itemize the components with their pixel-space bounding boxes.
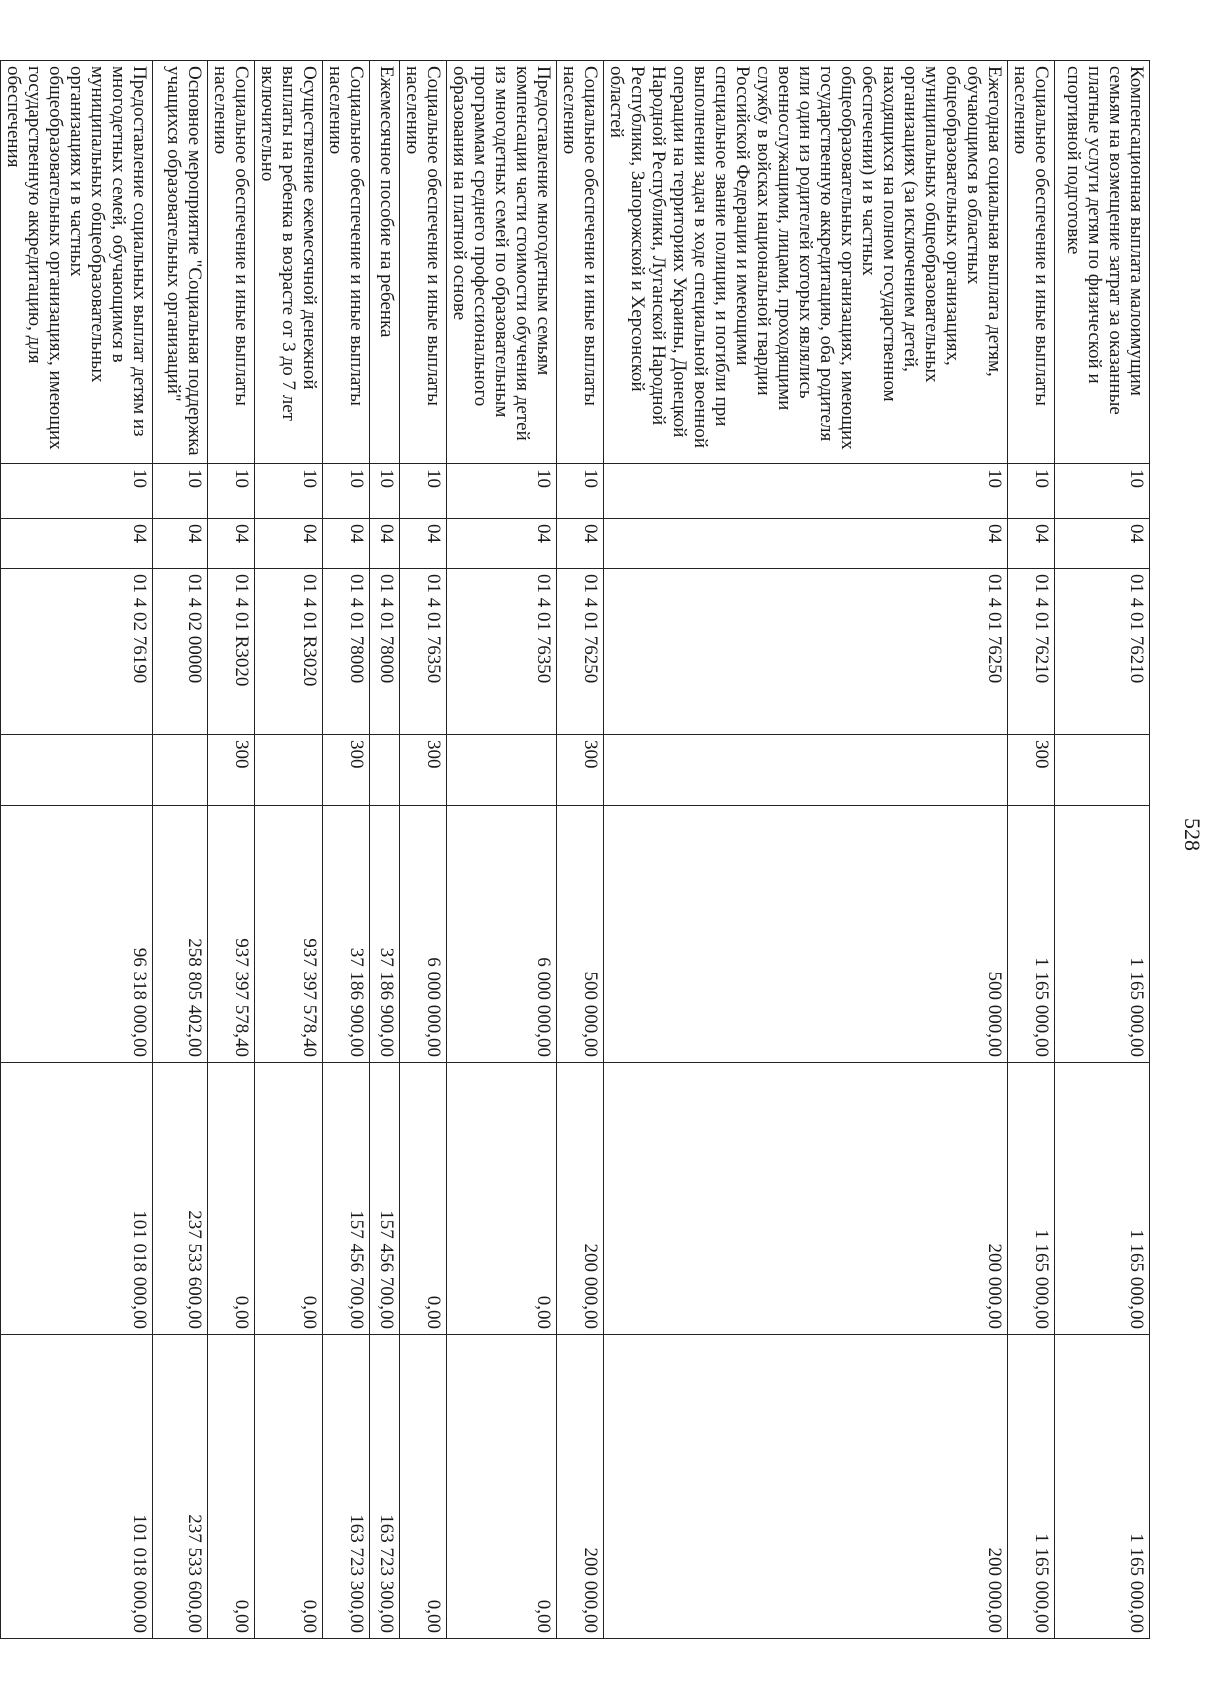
podrazdel-cell: 04	[208, 519, 255, 569]
sum-year1-cell: 1 165 000,00	[1008, 806, 1055, 1063]
target-article-cell: 01 4 01 R3020	[255, 569, 323, 735]
sum-year2-cell: 237 533 600,00	[153, 1063, 208, 1335]
table-row	[447, 61, 557, 1639]
expense-type-cell: 300	[208, 735, 255, 806]
sum-year3-cell: 0,00	[447, 1335, 557, 1639]
row-name-cell: Предоставление социальных выплат детям из многодетных семей, обучающимся в муниципальных общеобразовательных организациях и в частных общеобразовательных организациях, имеющих государственную аккредитацию, для обеспечения	[1, 61, 153, 464]
sum-year1-cell: 500 000,00	[557, 806, 604, 1063]
target-article-cell: 01 4 01 76210	[1055, 569, 1150, 735]
razdel-cell: 10	[1008, 464, 1055, 519]
podrazdel-cell: 04	[604, 519, 1008, 569]
table-row	[1008, 61, 1055, 1639]
podrazdel-cell: 04	[447, 519, 557, 569]
row-name-cell: Основное мероприятие "Социальная поддержка учащихся образовательных организаций"	[153, 61, 208, 464]
podrazdel-cell: 04	[1008, 519, 1055, 569]
podrazdel-cell: 04	[153, 519, 208, 569]
podrazdel-cell: 04	[557, 519, 604, 569]
sum-year2-cell: 0,00	[208, 1063, 255, 1335]
table-row	[255, 61, 323, 1639]
sum-year2-cell: 1 165 000,00	[1055, 1063, 1150, 1335]
row-name-cell: Социальное обеспечение и иные выплаты населению	[557, 61, 604, 464]
sum-year1-cell: 500 000,00	[604, 806, 1008, 1063]
budget-table	[0, 60, 1150, 1639]
expense-type-cell	[255, 735, 323, 806]
table-row	[208, 61, 255, 1639]
sum-year3-cell: 0,00	[255, 1335, 323, 1639]
razdel-cell: 10	[447, 464, 557, 519]
expense-type-cell	[604, 735, 1008, 806]
table-row	[557, 61, 604, 1639]
sum-year1-cell: 1 165 000,00	[1055, 806, 1150, 1063]
razdel-cell: 10	[400, 464, 447, 519]
row-name-cell: Социальное обеспечение и иные выплаты населению	[208, 61, 255, 464]
razdel-cell: 10	[208, 464, 255, 519]
row-name-cell: Компенсационная выплата малоимущим семьям на возмещение затрат за оказанные платные услуги детям по физической и спортивной подготовке	[1055, 61, 1150, 464]
expense-type-cell	[153, 735, 208, 806]
sum-year3-cell: 0,00	[400, 1335, 447, 1639]
sum-year3-cell: 200 000,00	[557, 1335, 604, 1639]
sum-year3-cell: 237 533 600,00	[153, 1335, 208, 1639]
razdel-cell: 10	[370, 464, 400, 519]
rotated-page	[0, 60, 1205, 1638]
sum-year3-cell: 163 723 300,00	[323, 1335, 370, 1639]
sum-year2-cell: 0,00	[400, 1063, 447, 1335]
sum-year2-cell: 0,00	[255, 1063, 323, 1335]
podrazdel-cell: 04	[370, 519, 400, 569]
sum-year3-cell: 1 165 000,00	[1008, 1335, 1055, 1639]
razdel-cell: 10	[323, 464, 370, 519]
target-article-cell: 01 4 01 76250	[604, 569, 1008, 735]
sum-year3-cell: 101 018 000,00	[1, 1335, 153, 1639]
table-row	[604, 61, 1008, 1639]
podrazdel-cell: 04	[255, 519, 323, 569]
expense-type-cell: 300	[323, 735, 370, 806]
table-row	[323, 61, 370, 1639]
sum-year2-cell: 157 456 700,00	[323, 1063, 370, 1335]
sum-year3-cell: 163 723 300,00	[370, 1335, 400, 1639]
row-name-cell: Социальное обеспечение и иные выплаты населению	[1008, 61, 1055, 464]
target-article-cell: 01 4 01 76250	[557, 569, 604, 735]
target-article-cell: 01 4 01 76350	[400, 569, 447, 735]
sum-year1-cell: 6 000 000,00	[400, 806, 447, 1063]
sum-year1-cell: 258 805 402,00	[153, 806, 208, 1063]
row-name-cell: Социальное обеспечение и иные выплаты населению	[323, 61, 370, 464]
expense-type-cell	[370, 735, 400, 806]
row-name-cell: Социальное обеспечение и иные выплаты населению	[400, 61, 447, 464]
expense-type-cell: 300	[400, 735, 447, 806]
expense-type-cell: 300	[557, 735, 604, 806]
expense-type-cell	[1055, 735, 1150, 806]
sum-year1-cell: 937 397 578,40	[208, 806, 255, 1063]
sum-year1-cell: 37 186 900,00	[323, 806, 370, 1063]
razdel-cell: 10	[153, 464, 208, 519]
razdel-cell: 10	[1055, 464, 1150, 519]
sum-year3-cell: 200 000,00	[604, 1335, 1008, 1639]
sum-year1-cell: 937 397 578,40	[255, 806, 323, 1063]
target-article-cell: 01 4 01 R3020	[208, 569, 255, 735]
razdel-cell: 10	[604, 464, 1008, 519]
sum-year3-cell: 0,00	[208, 1335, 255, 1639]
sum-year2-cell: 0,00	[447, 1063, 557, 1335]
row-name-cell: Ежемесячное пособие на ребенка	[370, 61, 400, 464]
podrazdel-cell: 04	[400, 519, 447, 569]
table-body	[1, 61, 1150, 1639]
podrazdel-cell: 04	[323, 519, 370, 569]
target-article-cell: 01 4 02 76190	[1, 569, 153, 735]
expense-type-cell	[447, 735, 557, 806]
sum-year1-cell: 37 186 900,00	[370, 806, 400, 1063]
sum-year2-cell: 101 018 000,00	[1, 1063, 153, 1335]
sum-year2-cell: 200 000,00	[557, 1063, 604, 1335]
razdel-cell: 10	[255, 464, 323, 519]
target-article-cell: 01 4 01 78000	[370, 569, 400, 735]
razdel-cell: 10	[557, 464, 604, 519]
target-article-cell: 01 4 01 78000	[323, 569, 370, 735]
expense-type-cell: 300	[1008, 735, 1055, 806]
sum-year1-cell: 6 000 000,00	[447, 806, 557, 1063]
row-name-cell: Предоставление многодетным семьям компенсации части стоимости обучения детей из многодетных семей по образовательным программам среднего профессионального образования на платной основе	[447, 61, 557, 464]
target-article-cell: 01 4 01 76350	[447, 569, 557, 735]
table-row	[1055, 61, 1150, 1639]
sum-year2-cell: 157 456 700,00	[370, 1063, 400, 1335]
target-article-cell: 01 4 02 00000	[153, 569, 208, 735]
razdel-cell: 10	[1, 464, 153, 519]
row-name-cell: Осуществление ежемесячной денежной выплаты на ребенка в возрасте от 3 до 7 лет включительно	[255, 61, 323, 464]
sum-year2-cell: 200 000,00	[604, 1063, 1008, 1335]
sum-year1-cell: 96 318 000,00	[1, 806, 153, 1063]
table-row	[1, 61, 153, 1639]
page-number: 528	[1180, 818, 1205, 851]
table-row	[370, 61, 400, 1639]
sum-year3-cell: 1 165 000,00	[1055, 1335, 1150, 1639]
table-row	[400, 61, 447, 1639]
sum-year2-cell: 1 165 000,00	[1008, 1063, 1055, 1335]
row-name-cell: Ежегодная социальная выплата детям, обучающимся в областных общеобразовательных организациях, муниципальных общеобразовательных организациях (за исключением детей, находящихся на полном государственном обеспечении) и в частных общеобразовательных организациях, имеющих государственную аккредитацию, оба родителя или один из родителей которых являлись военнослужащими, лицами, проходящими службу в войсках национальной гвардии Российской Федерации и имеющими специальное звание полиции, и погибли при выполнении задач в ходе специальной военной операции на территориях Украины, Донецкой Народной Республики, Луганской Народной Республики, Запорожской и Херсонской областей	[604, 61, 1008, 464]
expense-type-cell	[1, 735, 153, 806]
table-row	[153, 61, 208, 1639]
podrazdel-cell: 04	[1, 519, 153, 569]
target-article-cell: 01 4 01 76210	[1008, 569, 1055, 735]
podrazdel-cell: 04	[1055, 519, 1150, 569]
